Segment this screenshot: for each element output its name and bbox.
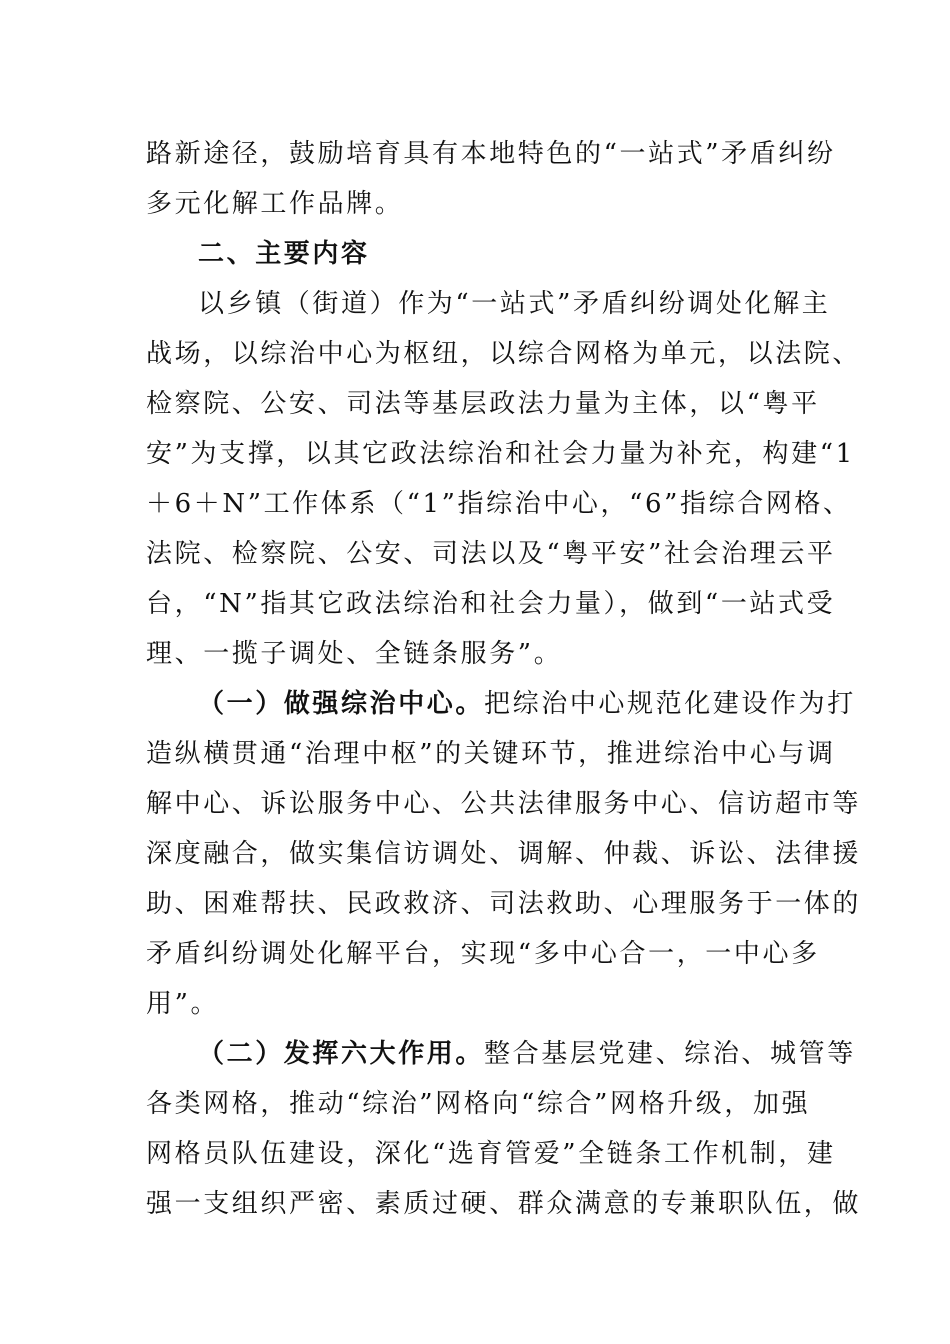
item-1-text: 把综治中心规范化建设作为打 (484, 689, 856, 719)
section-heading: 二、主要内容 (198, 239, 370, 269)
item-1-heading: （一）做强综治中心。 (198, 689, 485, 719)
body-text-line: 各类网格，推动“综治”网格向“综合”网格升级，加强 (146, 1089, 811, 1119)
body-text-line: 解中心、诉讼服务中心、公共法律服务中心、信访超市等 (146, 789, 862, 819)
body-text-line: 法院、检察院、公安、司法以及“粤平安”社会治理云平 (146, 539, 836, 569)
body-text-line: 台，“N”指其它政法综治和社会力量），做到“一站式受 (146, 589, 836, 619)
body-text-line: 路新途径，鼓励培育具有本地特色的“一站式”矛盾纠纷 (146, 139, 836, 169)
body-text-line: 战场，以综治中心为枢纽，以综合网格为单元，以法院、 (146, 339, 862, 369)
item-2-heading: （二）发挥六大作用。 (198, 1039, 485, 1069)
body-text-line: 网格员队伍建设，深化“选育管爱”全链条工作机制，建 (146, 1139, 836, 1169)
body-text-line: 用”。 (146, 989, 220, 1019)
body-text-line: 多元化解工作品牌。 (146, 189, 404, 219)
body-text-line: 造纵横贯通“治理中枢”的关键环节，推进综治中心与调 (146, 739, 836, 769)
item-1-first-line (198, 686, 898, 722)
item-2-text: 整合基层党建、综治、城管等 (484, 1039, 856, 1069)
body-text-line: 理、一揽子调处、全链条服务”。 (146, 639, 563, 669)
body-text-line: 深度融合，做实集信访调处、调解、仲裁、诉讼、法律援 (146, 839, 862, 869)
body-text-line: 强一支组织严密、素质过硬、群众满意的专兼职队伍，做 (146, 1189, 862, 1219)
body-text-line: 检察院、公安、司法等基层政法力量为主体，以“粤平 (146, 389, 820, 419)
body-text-line: 安”为支撑，以其它政法综治和社会力量为补充，构建“1 (146, 439, 855, 469)
body-text-line: 矛盾纠纷调处化解平台，实现“多中心合一，一中心多 (146, 939, 820, 969)
body-text-line: ＋6＋N”工作体系（“1”指综治中心，“6”指综合网格、 (146, 489, 852, 519)
body-text-line: 助、困难帮扶、民政救济、司法救助、心理服务于一体的 (146, 889, 862, 919)
body-text-line: 以乡镇（街道）作为“一站式”矛盾纠纷调处化解主 (198, 289, 831, 319)
item-2-first-line (198, 1036, 898, 1072)
